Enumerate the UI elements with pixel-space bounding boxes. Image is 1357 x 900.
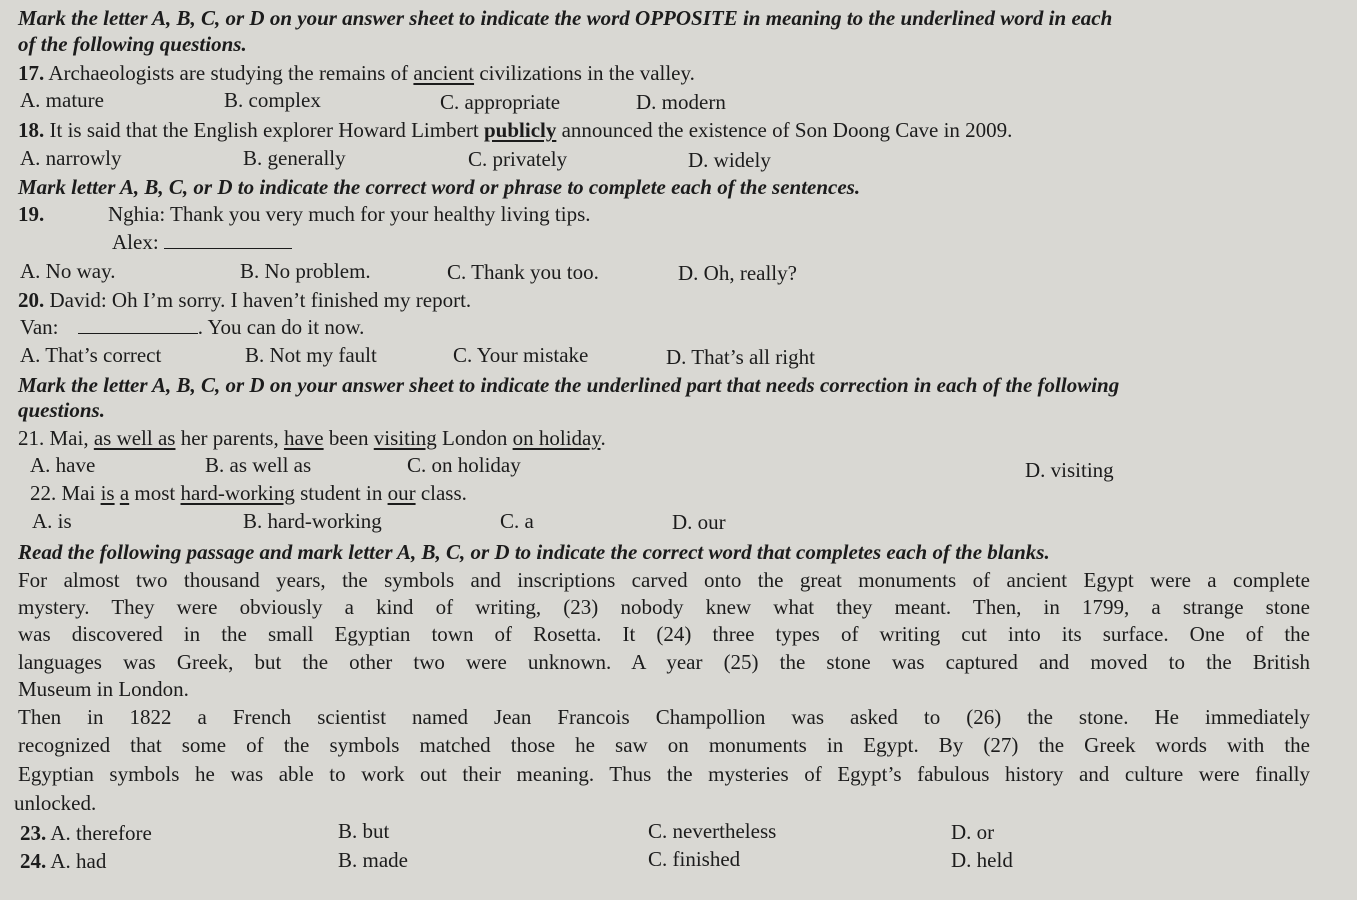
question-number: 20. [18,288,45,312]
option-a: A. therefore [50,821,152,845]
underlined-word: publicly [483,118,557,142]
underlined-part: visiting [373,426,437,450]
option-b: B. Not my fault [245,343,377,367]
option-b: B. generally [243,146,346,170]
dialogue-line: Nghia: Thank you very much for your healthy living tips. [108,202,591,226]
option-d: D. visiting [1025,458,1114,482]
passage-line: Museum in London. [18,677,189,701]
question-number: 22. [30,481,57,505]
passage-line: unlocked. [14,791,97,815]
passage-line: mystery. They were obviously a kind of writing, (23) nobody knew what they meant. Then, in 1799, a strange stone [18,595,1311,619]
passage-line: Egyptian symbols he was able to work out their meaning. Thus the mysteries of Egypt’s fabulous history and culture were finally [18,762,1310,786]
underlined-part: as well as [93,426,176,450]
option-d: D. or [951,820,995,844]
section-heading-correction: Mark the letter A, B, C, or D on your answer sheet to indicate the underlined part that needs correction in each of the following [18,373,1120,397]
underlined-part: have [283,426,324,450]
question-24 [20,848,106,874]
section-heading-passage: Read the following passage and mark letter A, B, C, or D to indicate the correct word that completes each of the blanks. [18,540,1050,564]
passage-line: was discovered in the small Egyptian town of Rosetta. It (24) three types of writing cut into its surface. One of the [18,622,1310,646]
question-21: 21. Mai, as well as her parents, have been visiting London on holiday. [18,426,606,450]
option-a: A. mature [20,88,104,112]
option-d: D. modern [636,90,726,114]
question-number: 24. [20,849,47,873]
question-number: 17. [18,61,45,85]
answer-blank [164,230,292,249]
option-a: A. is [32,509,72,533]
underlined-part: on holiday [512,426,601,450]
question-number: 19. [18,202,45,226]
option-b: B. complex [224,88,321,112]
option-c: C. on holiday [407,453,521,477]
option-c: C. appropriate [440,90,561,114]
option-c: C. privately [468,147,568,171]
option-a: A. No way. [20,259,116,283]
underlined-part: is [100,481,115,505]
question-17: 17. Archaeologists are studying the remains of ancient civilizations in the valley. [18,61,695,85]
option-a: A. had [50,849,107,873]
option-c: C. finished [648,847,741,871]
section-heading-correction-cont: questions. [18,398,105,422]
option-c: C. Thank you too. [447,260,599,284]
question-number: 21. [18,426,45,450]
answer-blank [78,315,198,334]
underlined-word: ancient [413,61,475,85]
option-b: B. No problem. [240,259,371,283]
dialogue-line-blank: Alex: [112,229,292,255]
option-d: D. our [672,510,726,534]
question-number: 23. [20,821,47,845]
option-d: D. held [951,848,1013,872]
option-b: B. but [338,819,390,843]
question-18: 18. It is said that the English explorer Howard Limbert publicly announced the existence of Son Doong Cave in 2009. [18,118,1013,142]
question-20: 20. David: Oh I’m sorry. I haven’t finished my report. [18,288,472,312]
underlined-part: hard-working [180,481,295,505]
option-c: C. nevertheless [648,819,777,843]
question-number: 18. [18,118,45,142]
option-b: B. made [338,848,408,872]
underlined-part: our [387,481,416,505]
section-heading-opposite: Mark the letter A, B, C, or D on your answer sheet to indicate the word OPPOSITE in meaning to the underlined word in each [18,6,1113,30]
option-a: A. That’s correct [20,343,162,367]
underlined-part: a [119,481,130,505]
dialogue-line-blank: Van: . You can do it now. [20,315,365,339]
option-c: C. Your mistake [453,343,589,367]
passage-line: recognized that some of the symbols matched those he saw on monuments in Egypt. By (27) the Greek words with the [18,733,1311,757]
section-heading-complete: Mark letter A, B, C, or D to indicate the correct word or phrase to complete each of the sentences. [18,175,861,199]
section-heading-opposite-cont: of the following questions. [18,32,247,56]
passage-line: languages was Greek, but the other two were unknown. A year (25) the stone was captured and moved to the British [18,650,1310,674]
option-a: A. have [30,453,96,477]
option-b: B. hard-working [243,509,382,533]
question-23 [20,820,152,846]
question-22: 22. Mai is a most hard-working student in our class. [30,481,467,505]
option-a: A. narrowly [20,146,122,170]
option-d: D. That’s all right [666,345,815,369]
option-d: D. Oh, really? [678,261,797,285]
option-c: C. a [500,509,534,533]
option-b: B. as well as [205,453,312,477]
passage-line: Then in 1822 a French scientist named Jean Francois Champollion was asked to (26) the stone. He immediately [18,705,1310,729]
passage-line: For almost two thousand years, the symbols and inscriptions carved onto the great monuments of ancient Egypt were a complete [18,568,1310,592]
option-d: D. widely [688,148,771,172]
